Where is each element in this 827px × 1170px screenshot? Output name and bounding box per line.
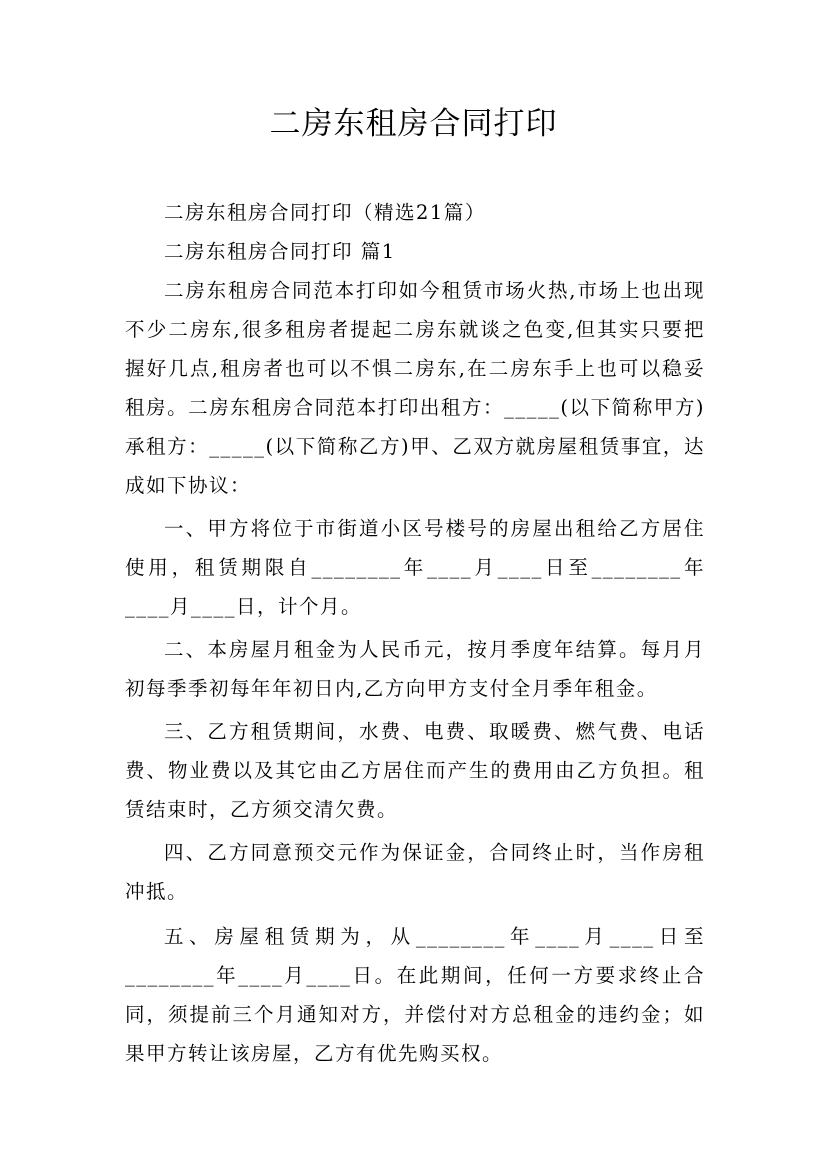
clause-5: 五、房屋租赁期为，从________年____月____日至________年____月____日。在此期间，任何一方要求终止合同，须提前三个月通知对方，并偿付对方总租金的违约金；如果甲方转让该房屋，乙方有优先购买权。 xyxy=(125,925,705,1065)
document-title: 二房东租房合同打印 xyxy=(269,106,558,142)
document-body xyxy=(125,193,705,1073)
article-heading: 二房东租房合同打印 篇1 xyxy=(164,240,396,263)
clause-1: 一、甲方将位于市街道小区号楼号的房屋出租给乙方居住使用，租赁期限自________年____月____日至________年____月____日，计个月。 xyxy=(125,517,705,618)
clause-2: 二、本房屋月租金为人民币元，按月季度年结算。每月月初每季季初每年年初日内,乙方向甲方支付全月季年租金。 xyxy=(125,638,705,700)
clause-4: 四、乙方同意预交元作为保证金，合同终止时，当作房租冲抵。 xyxy=(125,841,705,903)
intro-paragraph: 二房东租房合同范本打印如今租赁市场火热,市场上也出现不少二房东,很多租房者提起二房东就谈之色变,但其实只要把握好几点,租房者也可以不惧二房东,在二房东手上也可以稳妥租房。二房东租房合同范本打印出租方：_____(以下简称甲方)承租方：_____(以下简称乙方)甲、乙双方就房屋租赁事宜，达成如下协议： xyxy=(125,279,705,497)
clause-3: 三、乙方租赁期间，水费、电费、取暖费、燃气费、电话费、物业费以及其它由乙方居住而产生的费用由乙方负担。租赁结束时，乙方须交清欠费。 xyxy=(125,720,705,821)
collection-heading: 二房东租房合同打印（精选21篇） xyxy=(164,201,486,224)
